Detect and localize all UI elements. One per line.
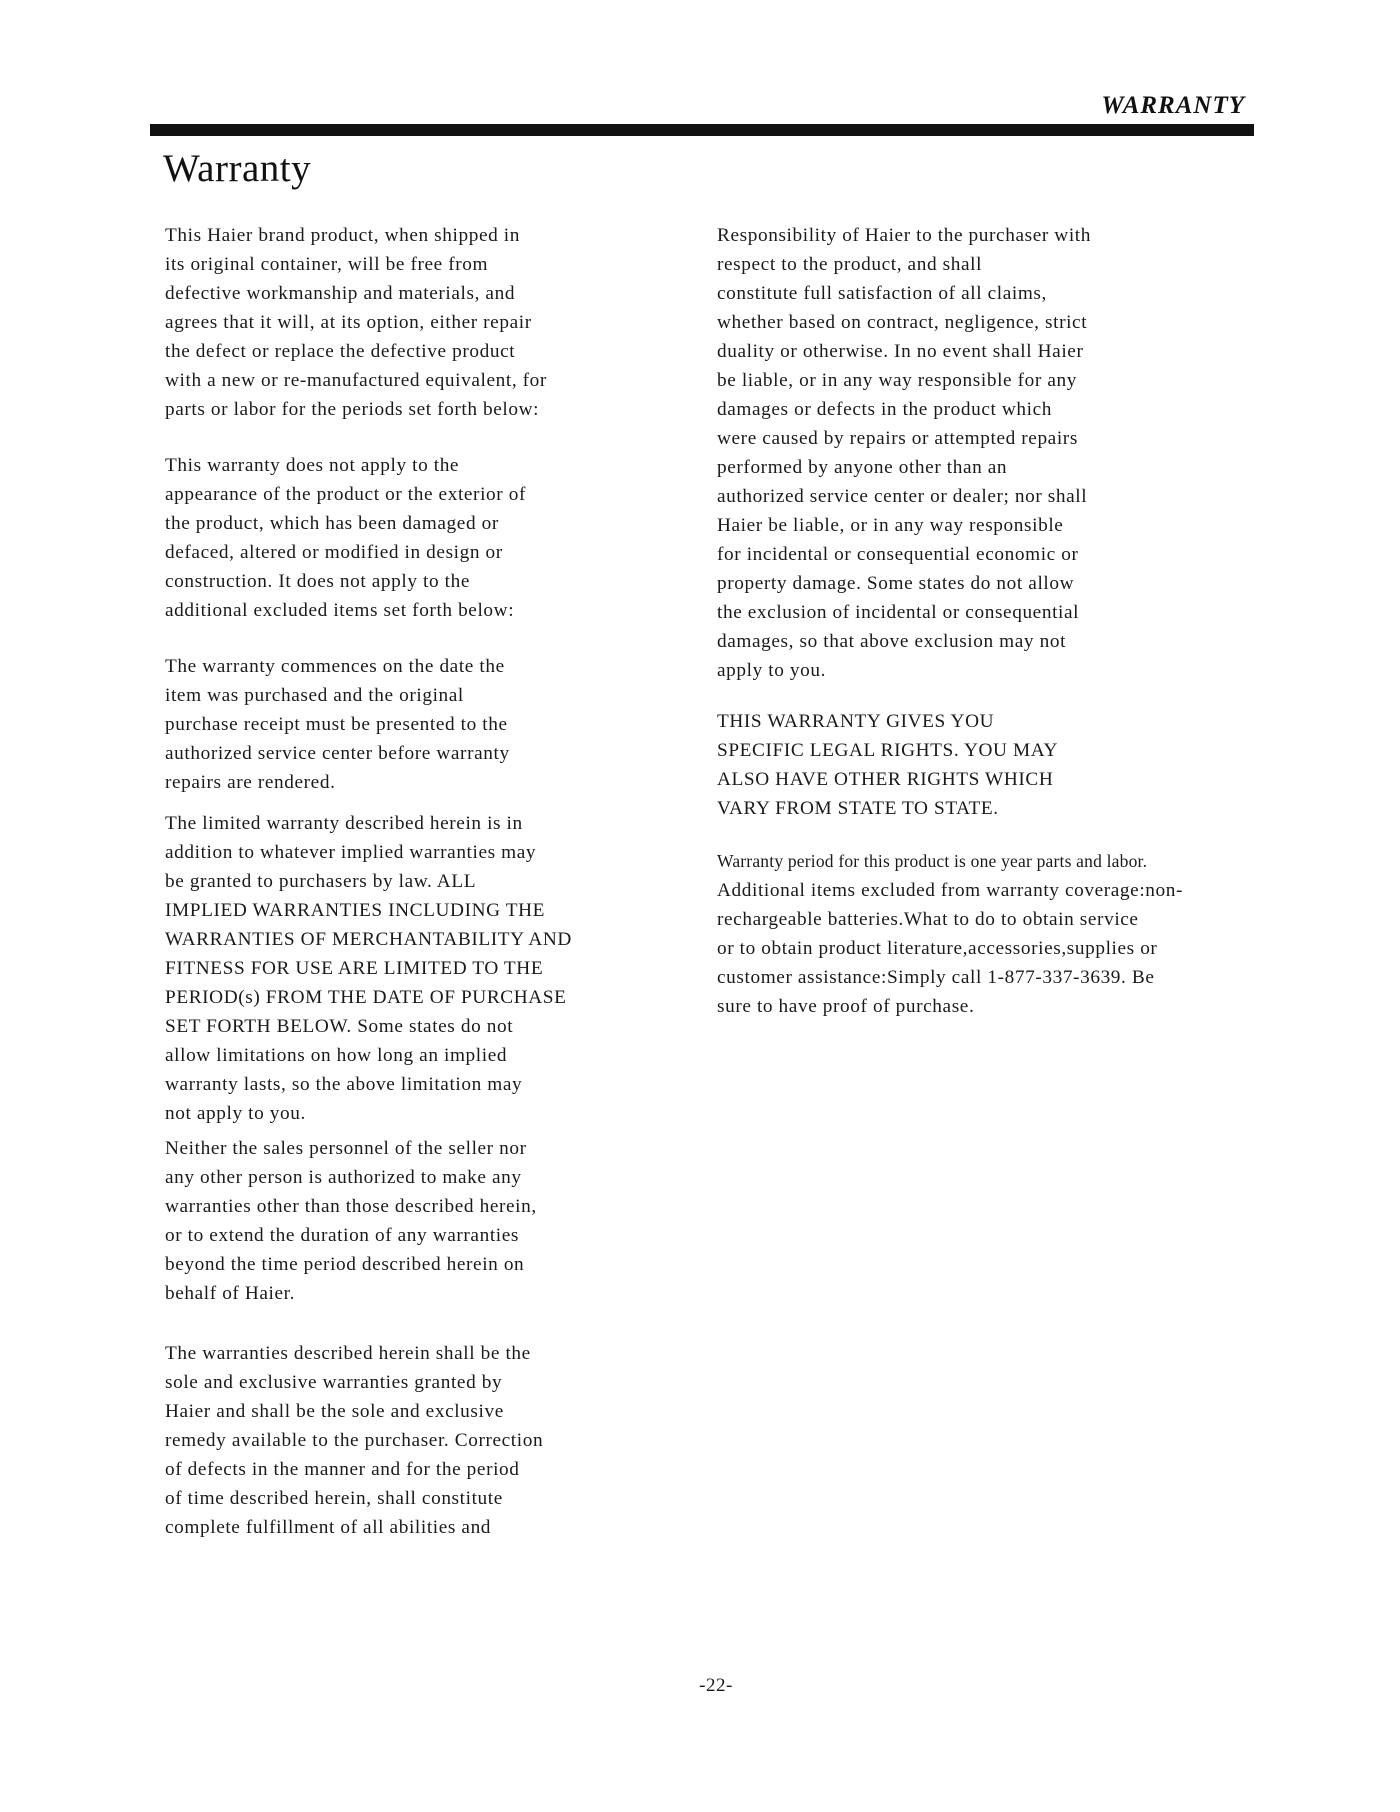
text-line: property damage. Some states do not allow bbox=[717, 573, 1075, 594]
page-number: -22- bbox=[699, 1675, 733, 1696]
text-line: of time described herein, shall constitute bbox=[165, 1488, 503, 1509]
text-line: defaced, altered or modified in design or bbox=[165, 542, 503, 563]
text-line: Responsibility of Haier to the purchaser with bbox=[717, 225, 1091, 246]
text-line: whether based on contract, negligence, strict bbox=[717, 312, 1088, 333]
paragraph-exclusions bbox=[165, 451, 605, 625]
paragraph-coverage bbox=[165, 221, 605, 424]
text-line: its original container, will be free from bbox=[165, 254, 489, 275]
text-line: apply to you. bbox=[717, 660, 827, 681]
text-line: authorized service center before warranty bbox=[165, 743, 510, 764]
left-column bbox=[165, 221, 605, 1542]
text-line: VARY FROM STATE TO STATE. bbox=[717, 798, 999, 819]
paragraph-commencement bbox=[165, 652, 605, 797]
text-line: parts or labor for the periods set forth below: bbox=[165, 399, 540, 420]
text-line: complete fulfillment of all abilities and bbox=[165, 1517, 492, 1538]
paragraph-implied-warranties bbox=[165, 809, 605, 1128]
text-line: Haier be liable, or in any way responsible bbox=[717, 515, 1064, 536]
text-line: with a new or re-manufactured equivalent, for bbox=[165, 370, 547, 391]
text-line: Neither the sales personnel of the seller nor bbox=[165, 1138, 527, 1159]
paragraph-warranty-period bbox=[717, 847, 1197, 1021]
text-line: purchase receipt must be presented to the bbox=[165, 714, 508, 735]
text-line: SPECIFIC LEGAL RIGHTS. YOU MAY bbox=[717, 740, 1058, 761]
text-line: Warranty period for this product is one year parts and labor. bbox=[717, 851, 1148, 871]
text-line: or to obtain product literature,accessories,supplies or bbox=[717, 938, 1158, 959]
page-title: Warranty bbox=[163, 147, 312, 190]
text-line: warranties other than those described herein, bbox=[165, 1196, 537, 1217]
text-line: The warranties described herein shall be the bbox=[165, 1343, 531, 1364]
text-line: sole and exclusive warranties granted by bbox=[165, 1372, 503, 1393]
text-line: be granted to purchasers by law. ALL bbox=[165, 871, 477, 892]
text-line: beyond the time period described herein on bbox=[165, 1254, 525, 1275]
paragraph-sales-personnel bbox=[165, 1134, 605, 1308]
text-line: appearance of the product or the exterior of bbox=[165, 484, 526, 505]
text-line: the exclusion of incidental or consequential bbox=[717, 602, 1080, 623]
text-line: were caused by repairs or attempted repairs bbox=[717, 428, 1078, 449]
section-header-tag: WARRANTY bbox=[1101, 92, 1245, 119]
text-line: repairs are rendered. bbox=[165, 772, 336, 793]
text-line: Additional items excluded from warranty coverage:non- bbox=[717, 880, 1184, 901]
text-line: sure to have proof of purchase. bbox=[717, 996, 975, 1017]
text-line: damages, so that above exclusion may not bbox=[717, 631, 1067, 652]
text-line: defective workmanship and materials, and bbox=[165, 283, 516, 304]
text-line: behalf of Haier. bbox=[165, 1283, 296, 1304]
text-line: ALSO HAVE OTHER RIGHTS WHICH bbox=[717, 769, 1054, 790]
paragraph-responsibility bbox=[717, 221, 1197, 685]
paragraph-exclusive-remedy bbox=[165, 1339, 605, 1542]
text-line: warranty lasts, so the above limitation may bbox=[165, 1074, 523, 1095]
text-line: addition to whatever implied warranties may bbox=[165, 842, 537, 863]
right-column bbox=[717, 221, 1197, 1021]
text-line: of defects in the manner and for the period bbox=[165, 1459, 520, 1480]
text-line: for incidental or consequential economic or bbox=[717, 544, 1079, 565]
text-line: This Haier brand product, when shipped in bbox=[165, 225, 520, 246]
paragraph-legal-rights bbox=[717, 707, 1197, 823]
text-line: item was purchased and the original bbox=[165, 685, 464, 706]
text-line: any other person is authorized to make any bbox=[165, 1167, 522, 1188]
text-line: damages or defects in the product which bbox=[717, 399, 1053, 420]
text-line: allow limitations on how long an implied bbox=[165, 1045, 508, 1066]
text-line: performed by anyone other than an bbox=[717, 457, 1008, 478]
text-line: THIS WARRANTY GIVES YOU bbox=[717, 711, 995, 732]
text-line: agrees that it will, at its option, either repair bbox=[165, 312, 532, 333]
text-line: Haier and shall be the sole and exclusive bbox=[165, 1401, 504, 1422]
text-line: rechargeable batteries.What to do to obtain service bbox=[717, 909, 1139, 930]
text-line: constitute full satisfaction of all claims, bbox=[717, 283, 1047, 304]
text-line: be liable, or in any way responsible for any bbox=[717, 370, 1077, 391]
text-line: or to extend the duration of any warranties bbox=[165, 1225, 520, 1246]
text-line: IMPLIED WARRANTIES INCLUDING THE bbox=[165, 900, 545, 921]
text-line: customer assistance:Simply call 1-877-337-3639. Be bbox=[717, 967, 1155, 988]
text-line: WARRANTIES OF MERCHANTABILITY AND bbox=[165, 929, 572, 950]
text-line: The warranty commences on the date the bbox=[165, 656, 505, 677]
text-line: duality or otherwise. In no event shall Haier bbox=[717, 341, 1084, 362]
text-line: the defect or replace the defective product bbox=[165, 341, 516, 362]
text-line: additional excluded items set forth below: bbox=[165, 600, 515, 621]
text-line: respect to the product, and shall bbox=[717, 254, 983, 275]
text-line: FITNESS FOR USE ARE LIMITED TO THE bbox=[165, 958, 544, 979]
text-line: SET FORTH BELOW. Some states do not bbox=[165, 1016, 514, 1037]
text-line: The limited warranty described herein is in bbox=[165, 813, 523, 834]
text-line: This warranty does not apply to the bbox=[165, 455, 460, 476]
text-line: the product, which has been damaged or bbox=[165, 513, 499, 534]
text-line: remedy available to the purchaser. Correction bbox=[165, 1430, 544, 1451]
text-line: not apply to you. bbox=[165, 1103, 306, 1124]
text-line: authorized service center or dealer; nor shall bbox=[717, 486, 1088, 507]
text-line: construction. It does not apply to the bbox=[165, 571, 471, 592]
text-line: PERIOD(s) FROM THE DATE OF PURCHASE bbox=[165, 987, 567, 1008]
header-rule bbox=[150, 124, 1254, 136]
